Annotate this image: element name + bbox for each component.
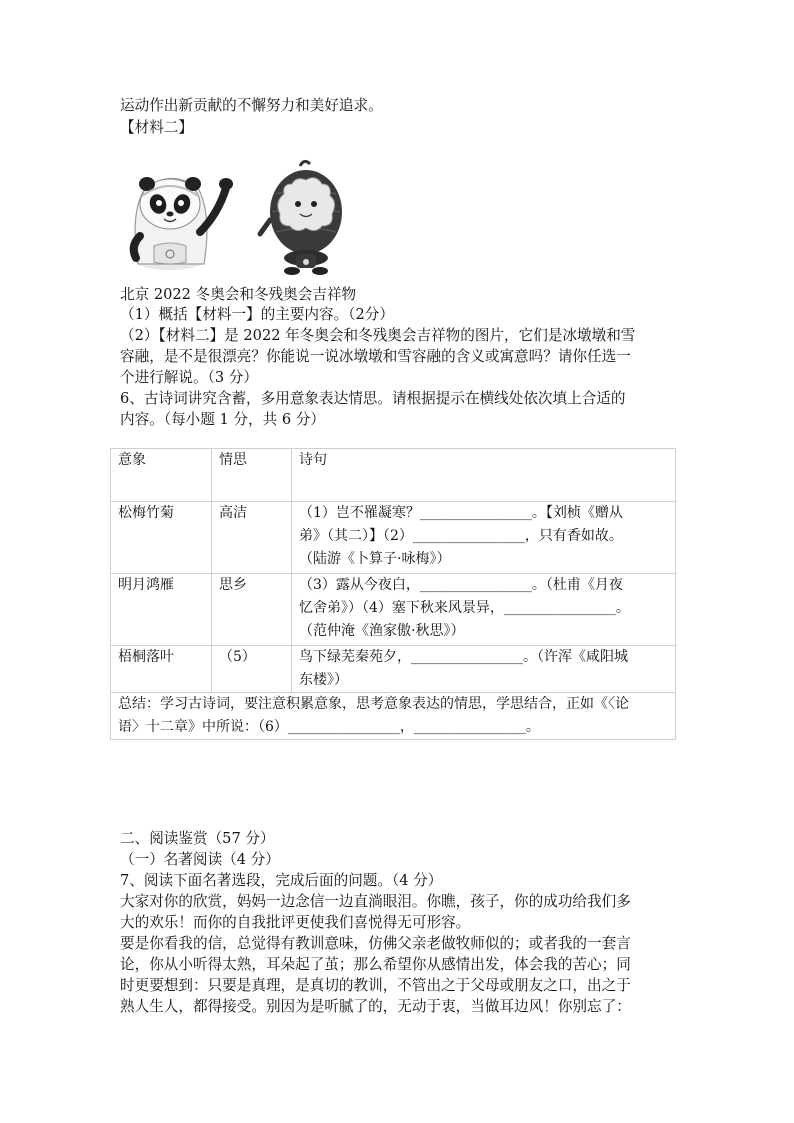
verse-line: （1）岂不罹凝寒？________________。【刘桢《赠从 <box>299 505 623 521</box>
table-summary-row <box>111 693 676 740</box>
passage-line: 时更要想到：只要是真理，是真切的教训，不管出之于父母或朋友之口，出之于 <box>120 977 631 994</box>
section-2-heading: 二、阅读鉴赏（57 分） <box>120 830 275 847</box>
figure-caption: 北京 2022 冬奥会和冬残奥会吉祥物 <box>120 286 357 303</box>
question-2-line-3: 个进行解说。（3 分） <box>120 369 258 386</box>
table-row <box>111 502 676 574</box>
imagery-cell: 松梅竹菊 <box>111 502 212 574</box>
emotion-cell: 思乡 <box>212 574 292 646</box>
question-1: （1）概括【材料一】的主要内容。（2分） <box>120 306 394 323</box>
verse-cell <box>292 502 676 574</box>
mascot-figure <box>120 154 364 276</box>
subsection-1-heading: （一）名著阅读（4 分） <box>120 851 280 868</box>
passage-line: 要是你看我的信，总觉得有教训意味，仿佛父亲老做牧师似的；或者我的一套言 <box>120 935 631 952</box>
question-2-line-1: （2）【材料二】是 2022 年冬奥会和冬残奥会吉祥物的图片，它们是冰墩墩和雪 <box>120 327 636 344</box>
verse-line: 鸟下绿芜秦苑夕，________________。（许浑《咸阳城 <box>299 649 628 665</box>
verse-line: （范仲淹《渔家傲·秋思》） <box>299 623 465 639</box>
passage-line: 熟人生人，都得接受。别因为是听腻了的，无动于衷，当做耳边风！你别忘了： <box>120 998 631 1015</box>
intro-line: 运动作出新贡献的不懈努力和美好追求。 <box>120 97 383 114</box>
verse-line: （陆游《卜算子·咏梅》） <box>299 551 451 567</box>
header-verse: 诗句 <box>292 449 676 502</box>
imagery-cell: 梧桐落叶 <box>111 646 212 693</box>
verse-cell <box>292 574 676 646</box>
emotion-cell: （5） <box>212 646 292 693</box>
verse-cell <box>292 646 676 693</box>
passage-line: 论，你从小听得太熟，耳朵起了茧；那么希望你从感情出发，体会我的苦心；同 <box>120 956 631 973</box>
table-header-row <box>111 449 676 502</box>
table-row <box>111 574 676 646</box>
question-7: 7、阅读下面名著选段，完成后面的问题。（4 分） <box>120 872 443 889</box>
material2-heading: 【材料二】 <box>120 119 193 136</box>
summary-line: 语〉十二章》中所说：（6）________________，________________。 <box>118 719 540 735</box>
poetry-imagery-table <box>110 448 676 740</box>
passage-line: 大的欢乐！而你的自我批评更使我们喜悦得无可形容。 <box>120 914 471 931</box>
emotion-cell: 高洁 <box>212 502 292 574</box>
header-imagery: 意象 <box>111 449 212 502</box>
verse-line: 忆舍弟》）（4）塞下秋来风景异，________________。 <box>299 600 630 616</box>
verse-line: （3）露从今夜白，________________。（杜甫《月夜 <box>299 577 623 593</box>
header-emotion: 情思 <box>212 449 292 502</box>
imagery-cell: 明月鸿雁 <box>111 574 212 646</box>
question-6-line-2: 内容。（每小题 1 分，共 6 分） <box>120 411 325 428</box>
table-row <box>111 646 676 693</box>
summary-line: 总结：学习古诗词，要注意积累意象，思考意象表达的情思，学思结合，正如《〈论 <box>118 696 629 712</box>
summary-cell <box>111 693 676 740</box>
passage-line: 大家对你的欣赏，妈妈一边念信一边直淌眼泪。你瞧，孩子，你的成功给我们多 <box>120 893 631 910</box>
question-2-line-2: 容融，是不是很漂亮？你能说一说冰墩墩和雪容融的含义或寓意吗？请你任选一 <box>120 348 631 365</box>
question-6-line-1: 6、古诗词讲究含蓄，多用意象表达情思。请根据提示在横线处依次填上合适的 <box>120 390 626 407</box>
verse-line: 弟》（其二）】（2）________________，只有香如故。 <box>299 528 623 544</box>
verse-line: 东楼》） <box>299 672 348 688</box>
